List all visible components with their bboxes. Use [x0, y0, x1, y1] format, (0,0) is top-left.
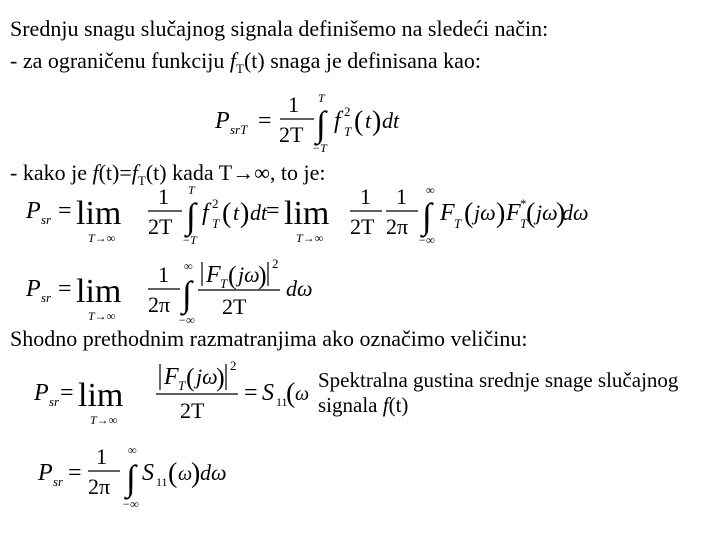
line3-mid: (t)=: [98, 160, 132, 185]
eq5-integral: ∫: [126, 458, 136, 498]
eq2-rparen2: ): [496, 198, 506, 229]
eq2-arg: t: [233, 200, 240, 225]
eq2-rparen1: ): [240, 198, 250, 229]
equation-spectral-density-definition: [30, 356, 310, 430]
eq3-lhs: P: [26, 276, 41, 302]
eq1-equals: =: [258, 108, 272, 134]
eq2-lim2: lim: [284, 195, 330, 232]
eq5-upper: ∞: [128, 443, 137, 457]
eq2-lower2: −∞: [418, 233, 435, 247]
eq5-rparen: ): [191, 458, 201, 489]
eq2-d2: dω: [562, 200, 589, 225]
eq3-lim-sub: T→∞: [88, 309, 116, 323]
eq3-num: 1: [158, 262, 169, 287]
eq2-F2: F: [506, 200, 521, 226]
eq2-lparen2: (: [464, 198, 474, 229]
eq2-F2-sub: T: [520, 216, 528, 231]
eq4-arg: jω: [196, 364, 218, 389]
eq5-den: 2π: [88, 474, 111, 499]
callout-line1: Spektralna gustina srednje snage slučajnog: [318, 368, 679, 392]
eq2-F2-sup: *: [520, 196, 527, 211]
callout-f: f: [382, 393, 389, 417]
eq2-rparen3: ): [556, 198, 566, 229]
eq4-F: F: [164, 364, 179, 390]
eq2-d: dt: [250, 200, 268, 225]
eq1-den: 2T: [279, 122, 304, 147]
line3-end: , to je:: [269, 160, 326, 185]
eq2-num2a: 1: [360, 184, 371, 209]
eq4-lparen2: (: [286, 378, 296, 409]
eq4-S: S: [262, 380, 274, 406]
equation-average-power-bounded: [210, 90, 410, 160]
callout-prefix: signala: [318, 393, 383, 417]
eq2-upper: T: [188, 183, 195, 197]
eq5-S: S: [142, 460, 154, 486]
eq2-den2a: 2T: [350, 214, 375, 239]
eq2-lim: lim: [76, 195, 122, 232]
analysis-line: Shodno prethodnim razmatranjima ako označimo veličinu:: [10, 326, 528, 351]
eq4-lhs-sub: sr: [49, 394, 60, 409]
eq5-lhs: P: [38, 460, 53, 486]
eq4-den: 2T: [180, 398, 205, 423]
eq2-lparen1: (: [222, 198, 232, 229]
eq4-lim: lim: [78, 377, 124, 414]
eq5-num: 1: [96, 444, 107, 469]
eq1-integral: ∫: [316, 104, 326, 144]
eq2-upper2: ∞: [426, 183, 435, 197]
eq2-equals2: =: [266, 198, 280, 224]
line3-arrow: →∞: [232, 160, 270, 185]
line2-suffix: (t) snaga je definisana kao:: [243, 48, 481, 73]
eq5-lparen: (: [168, 458, 178, 489]
eq2-lower: −T: [182, 233, 197, 247]
equation-power-limit: [22, 183, 589, 250]
eq2-fn-sup: 2: [212, 196, 219, 211]
eq2-F1: F: [440, 200, 455, 226]
eq5-S-sub: 11: [156, 475, 168, 489]
eq2-integral2: ∫: [422, 196, 432, 236]
line2-sub: T: [236, 61, 244, 76]
eq3-F-sub: T: [220, 276, 228, 291]
eq3-sup: 2: [272, 256, 279, 271]
eq2-integral1: ∫: [186, 196, 196, 236]
callout-line2: [318, 393, 678, 418]
eq3-upper: ∞: [184, 259, 193, 273]
eq5-equals: =: [68, 460, 82, 486]
eq1-lower: −T: [312, 141, 327, 155]
eq1-fn-sup: 2: [344, 104, 351, 119]
eq3-lparen: (: [228, 261, 237, 290]
equation-power-spectrum-limit: [22, 256, 342, 326]
spectral-density-callout: [318, 368, 678, 418]
eq2-lhs: P: [26, 198, 41, 224]
eq1-fn-sub: T: [344, 124, 352, 139]
eq4-sup: 2: [230, 358, 237, 373]
eq4-lhs: P: [34, 380, 49, 406]
intro-line: Srednju snagu slučajnog signala definišemo na sledeći način:: [10, 16, 549, 41]
eq3-den2: 2T: [222, 294, 247, 319]
line2-fn: f: [229, 48, 237, 73]
eq2-fn-sub: T: [212, 216, 220, 231]
line3-prefix: - kako je: [10, 160, 93, 185]
eq3-arg: jω: [238, 262, 260, 287]
eq1-lhs: P: [215, 108, 230, 134]
eq2-arg2b: jω: [536, 200, 558, 225]
eq1-rparen: ): [372, 106, 382, 137]
eq3-lim: lim: [76, 273, 122, 310]
eq1-lparen: (: [354, 106, 364, 137]
eq2-lim-sub2: T→∞: [296, 231, 324, 245]
eq5-d: dω: [200, 460, 227, 485]
eq3-equals: =: [58, 276, 72, 302]
eq2-num: 1: [158, 184, 169, 209]
line3-fT: f: [131, 160, 138, 185]
eq5-lhs-sub: sr: [53, 474, 64, 489]
eq4-lim-sub: T→∞: [90, 413, 118, 427]
eq1-fn: f: [334, 108, 341, 134]
eq1-arg: t: [365, 108, 372, 133]
eq1-upper: T: [318, 91, 325, 105]
line3-suffix: (t) kada T: [145, 160, 233, 185]
eq2-arg2a: jω: [474, 200, 496, 225]
eq3-F: F: [206, 262, 221, 288]
eq3-rparen: ): [258, 261, 267, 290]
eq2-num2b: 1: [396, 184, 407, 209]
bounded-function-line: [10, 48, 481, 82]
eq2-F1-sub: T: [454, 216, 462, 231]
eq3-d: dω: [286, 276, 313, 301]
eq5-omega: ω: [178, 463, 193, 485]
eq4-omega: ω: [295, 383, 310, 405]
line3-sub: T: [137, 173, 146, 188]
eq5-lower: −∞: [122, 497, 139, 511]
eq2-den2b: 2π: [386, 214, 409, 239]
eq4-S-sub: 11: [276, 395, 288, 409]
eq2-equals1: =: [58, 198, 72, 224]
eq4-rparen1: ): [216, 363, 225, 392]
equation-power-from-spectral-density: [34, 442, 264, 516]
eq2-lim-sub: T→∞: [88, 231, 116, 245]
eq4-equals1: =: [60, 380, 74, 406]
eq1-num: 1: [288, 92, 299, 117]
eq2-den: 2T: [148, 214, 173, 239]
eq3-lower: −∞: [178, 313, 195, 327]
eq2-fn: f: [202, 200, 209, 226]
eq2-lparen3: (: [526, 198, 536, 229]
eq1-lhs-sub: srT: [230, 122, 248, 137]
eq4-lparen1: (: [186, 363, 195, 392]
eq2-lhs-sub: sr: [41, 212, 52, 227]
eq3-lhs-sub: sr: [41, 290, 52, 305]
line3-f: f: [92, 160, 99, 185]
eq4-F-sub: T: [178, 378, 186, 393]
eq1-d: dt: [382, 108, 400, 133]
callout-suffix: (t): [388, 393, 409, 417]
eq3-integral: ∫: [182, 274, 192, 314]
eq4-equals2: =: [244, 380, 258, 406]
line2-prefix: - za ograničenu funkciju: [10, 48, 230, 73]
eq3-den: 2π: [148, 292, 171, 317]
